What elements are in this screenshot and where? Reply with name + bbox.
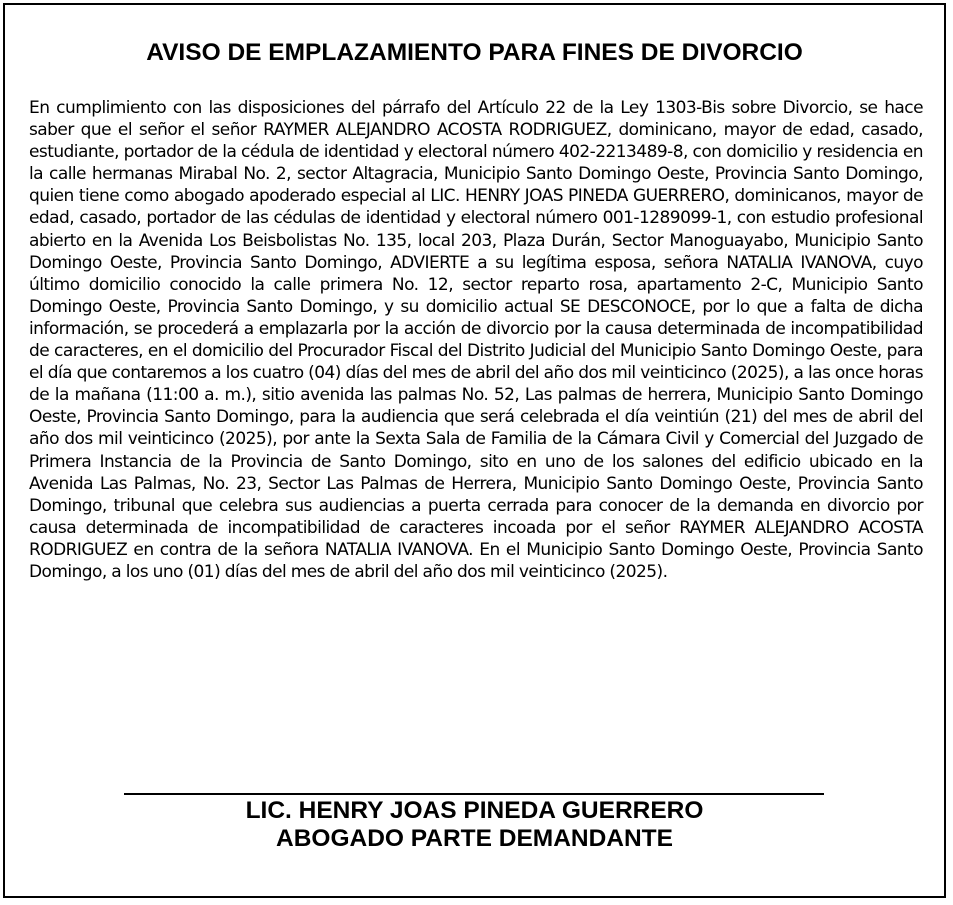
notice-body: En cumplimiento con las disposiciones del párrafo del Artículo 22 de la Ley 1303-Bis sobre Divorcio, se hace saber que el señor el señor RAYMER ALEJANDRO ACOSTA RODRIGUEZ, dominicano, mayor de edad, casado, estudiante, portador de la cédula de identidad y electoral número 402-2213489-8, con domicilio y residencia en la calle hermanas Mirabal No. 2, sector Altagracia, Municipio Santo Domingo Oeste, Provincia Santo Domingo, quien tiene como abogado apoderado especial al LIC. HENRY JOAS PINEDA GUERRERO, dominicanos, mayor de edad, casado, portador de las cédulas de identidad y electoral número 001-1289099-1, con estudio profesional abierto en la Avenida Los Beisbolistas No. 135, local 203, Plaza Durán, Sector Manoguayabo, Municipio Santo Domingo Oeste, Provincia Santo Domingo, ADVIERTE a su legítima esposa, señora NATALIA IVANOVA, cuyo último domicilio conocido la calle primera No. 12, sector reparto rosa, apartamento 2-C, Municipio Santo Domingo Oeste, Provincia Santo Domingo, y su domicilio actual SE DESCONOCE, por lo que a falta de dicha información, se procederá a emplazarla por la acción de divorcio por la causa determinada de incompatibilidad de caracteres, en el domicilio del Procurador Fiscal del Distrito Judicial del Municipio Santo Domingo Oeste, para el día que contaremos a los cuatro (04) días del mes de abril del año dos mil veinticinco (2025), a las once horas de la mañana (11:00 a. m.), sitio avenida las palmas No. 52, Las palmas de herrera, Municipio Santo Domingo Oeste, Provincia Santo Domingo, para la audiencia que será celebrada el día veintiún (21) del mes de abril del año dos mil veinticinco (2025), por ante la Sexta Sala de Familia de la Cámara Civil y Comercial del Juzgado de Primera Instancia de la Provincia de Santo Domingo, sito en uno de los salones del edificio ubicado en la Avenida Las Palmas, No. 23, Sector Las Palmas de Herrera, Municipio Santo Domingo Oeste, Provincia Santo Domingo, tribunal que celebra sus audiencias a puerta cerrada para conocer de la demanda en divorcio por causa determinada de incompatibilidad de caracteres incoada por el señor RAYMER ALEJANDRO ACOSTA RODRIGUEZ en contra de la señora NATALIA IVANOVA. En el Municipio Santo Domingo Oeste, Provincia Santo Domingo, a los uno (01) días del mes de abril del año dos mil veinticinco (2025). <box>29 98 923 582</box>
legal-notice <box>3 3 946 898</box>
signature-role: ABOGADO PARTE DEMANDANTE <box>276 825 673 852</box>
signature-block <box>5 797 944 853</box>
signature-line <box>124 793 824 795</box>
signature-name: LIC. HENRY JOAS PINEDA GUERRERO <box>245 797 704 824</box>
notice-title: AVISO DE EMPLAZAMIENTO PARA FINES DE DIVORCIO <box>146 39 803 66</box>
